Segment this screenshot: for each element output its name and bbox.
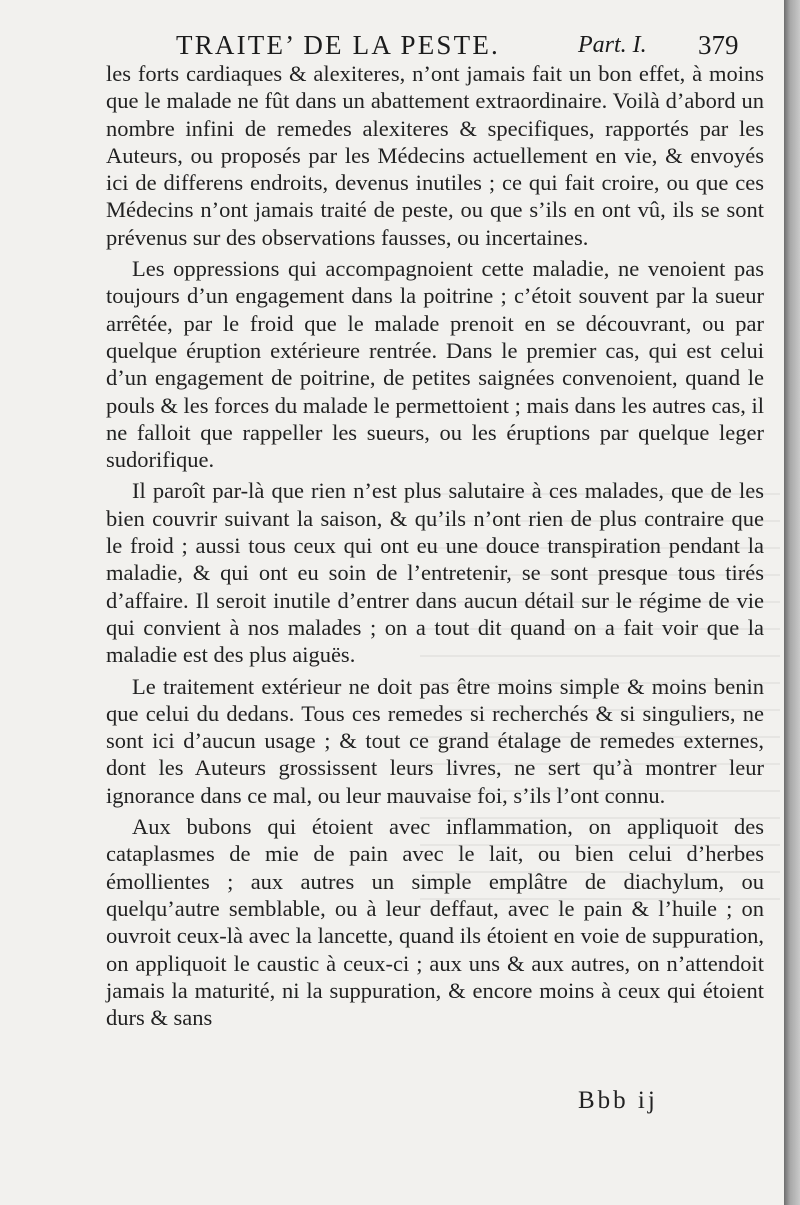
page-edge bbox=[784, 0, 800, 1205]
paragraph: Il paroît par-là que rien n’est plus salutaire à ces malades, que de les bien couvrir suivant la saison, & qu’ils n’ont rien de plus contraire que le froid ; aussi tous ceux qui ont eu une douce transpiration pendant la maladie, & qui ont eu soin de l’entretenir, se sont presque tous tirés d’affaire. Il seroit inutile d’entrer dans aucun détail sur le régime de vie qui convient à nos malades ; on a tout dit quand on a fait voir que la maladie est des plus aiguës. bbox=[106, 478, 764, 668]
paragraph: Aux bubons qui étoient avec inflammation, on appliquoit des cataplasmes de mie de pain avec le lait, ou bien celui d’herbes émollientes ; aux autres un simple emplâtre de diachylum, ou quelqu’autre semblable, ou à leur deffaut, avec le pain & l’huile ; on ouvroit ceux-là avec la lancette, quand ils étoient en voie de suppuration, on appliquoit le caustic à ceux-ci ; aux uns & aux autres, on n’attendoit jamais la maturité, ni la suppuration, & encore moins à ceux qui étoient durs & sans bbox=[106, 814, 764, 1031]
part-label: Part. I. bbox=[578, 32, 647, 58]
paragraph: Les oppressions qui accompagnoient cette maladie, ne venoient pas toujours d’un engagement dans la poitrine ; c’étoit souvent par la sueur arrêtée, par le froid que le malade prenoit en se découvrant, ou par quelque éruption extérieure rentrée. Dans le premier cas, qui est celui d’un engagement de poitrine, de petites saignées convenoient, quand le pouls & les forces du malade le permettoient ; mais dans les autres cas, il ne falloit que rappeller les sueurs, ou les éruptions par quelque leger sudorifique. bbox=[106, 256, 764, 473]
body-text bbox=[106, 60, 764, 1035]
running-title: TRAITE’ DE LA PESTE. bbox=[176, 30, 500, 60]
signature-mark: Bbb ij bbox=[578, 1087, 658, 1114]
running-header bbox=[106, 30, 776, 60]
paragraph: Le traitement extérieur ne doit pas être moins simple & moins benin que celui du dedans. Tous ces remedes si recherchés & si singuliers, ne sont ici d’aucun usage ; & tout ce grand étalage de remedes externes, dont les Auteurs grossissent leurs livres, ne sert qu’à montrer leur ignorance dans ce mal, ou leur mauvaise foi, s’ils l’ont connu. bbox=[106, 673, 764, 808]
page-number: 379 bbox=[698, 30, 739, 60]
paragraph: les forts cardiaques & alexiteres, n’ont jamais fait un bon effet, à moins que le malade ne fût dans un abattement extraordinaire. Voilà d’abord un nombre infini de remedes alexiteres & specifiques, rapportés par les Auteurs, ou proposés par les Médecins actuellement en vie, & envoyés ici de differens endroits, devenus inutiles ; ce qui fait croire, ou que ces Médecins n’ont jamais traité de peste, ou que s’ils en ont vû, ils se sont prévenus sur des observations fausses, ou incertaines. bbox=[106, 61, 764, 250]
